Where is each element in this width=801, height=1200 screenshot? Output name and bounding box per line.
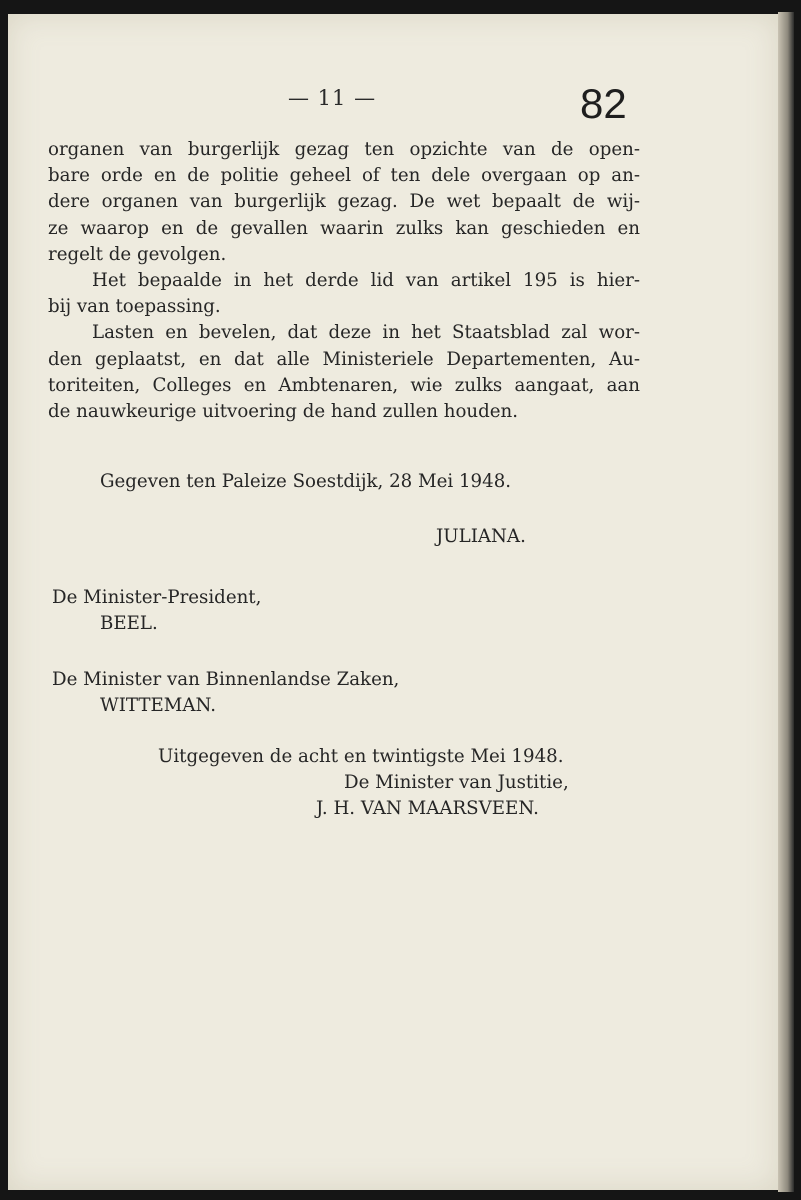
text-line: Het bepaalde in het derde lid van artikel 195 is hier- bbox=[92, 270, 640, 292]
justice-minister-name: J. H. VAN MAARSVEEN. bbox=[316, 798, 539, 819]
text-line: de nauwkeurige uitvoering de hand zullen houden. bbox=[48, 401, 519, 423]
text-line: organen van burgerlijk gezag ten opzichte van de open- bbox=[48, 139, 640, 160]
interior-minister-title: De Minister van Binnenlandse Zaken, bbox=[52, 669, 400, 690]
text-line: ze waarop en de gevallen waarin zulks kan geschieden en bbox=[48, 217, 640, 239]
minister-president-title: De Minister-President, bbox=[52, 587, 262, 608]
stamped-number: 82 bbox=[580, 80, 627, 127]
page-number: — 11 — bbox=[288, 86, 377, 110]
text-line: toriteiten, Colleges en Ambtenaren, wie zulks aangaat, aan bbox=[48, 374, 640, 396]
text-line: den geplaatst, en dat alle Ministeriele Departementen, Au- bbox=[48, 348, 640, 370]
minister-president-name: BEEL. bbox=[100, 613, 158, 634]
given-line: Gegeven ten Paleize Soestdijk, 28 Mei 1948. bbox=[100, 471, 512, 492]
monarch-signature: JULIANA. bbox=[436, 526, 526, 547]
text-line: dere organen van burgerlijk gezag. De wet bepaalt de wij- bbox=[48, 191, 640, 213]
interior-minister-name: WITTEMAN. bbox=[100, 695, 217, 716]
text-line: regelt de gevolgen. bbox=[48, 243, 227, 265]
body-text bbox=[48, 137, 640, 425]
justice-minister-title: De Minister van Justitie, bbox=[344, 772, 569, 793]
text-line: bare orde en de politie geheel of ten dele overgaan op an- bbox=[48, 165, 640, 187]
issued-line: Uitgegeven de acht en twintigste Mei 1948. bbox=[158, 746, 564, 767]
text-line: Lasten en bevelen, dat deze in het Staatsblad zal wor- bbox=[92, 322, 640, 344]
text-line: bij van toepassing. bbox=[48, 296, 221, 318]
page-edge bbox=[778, 12, 794, 1192]
